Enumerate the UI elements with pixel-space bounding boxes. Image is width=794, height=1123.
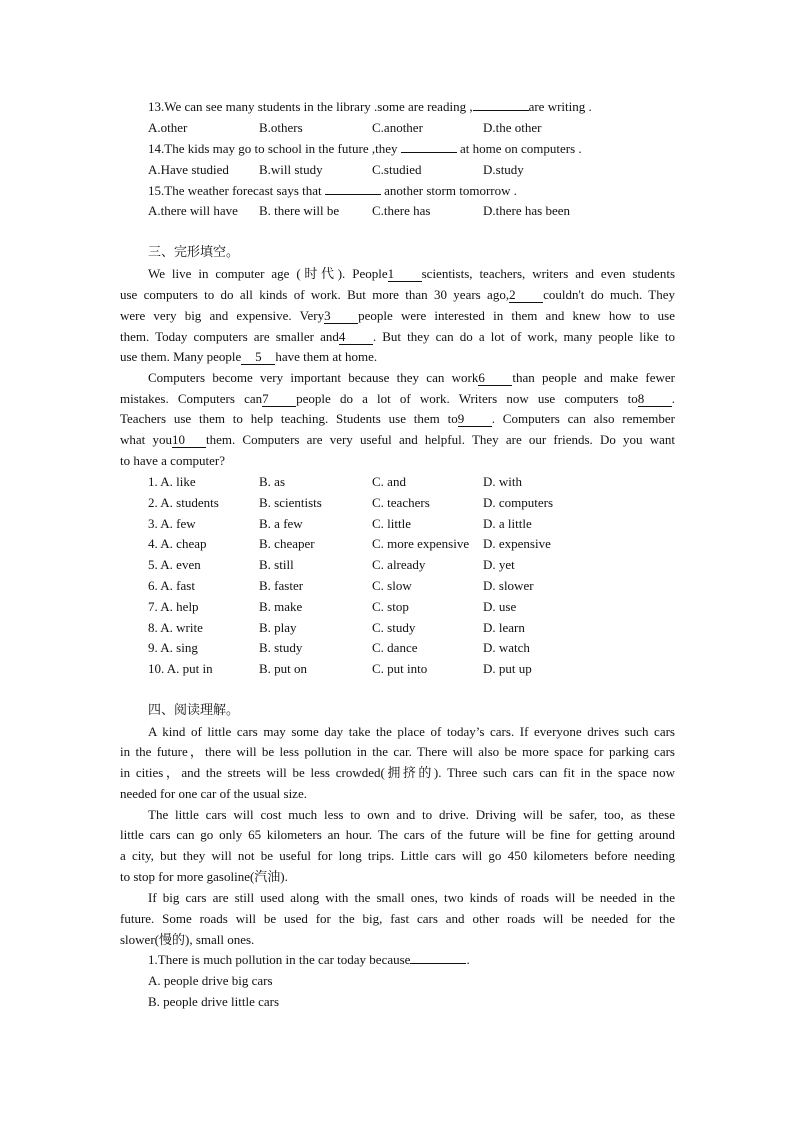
reading-line: a city, but they will not be useful for long trips. Little cars will go 450 kilometers before needing <box>120 848 675 863</box>
option-13-c: C.another <box>372 120 423 135</box>
cloze-option-9-b: B. study <box>259 640 303 656</box>
answer-blank[interactable] <box>473 98 529 111</box>
cloze-option-3-b: B. a few <box>259 515 303 531</box>
cloze-option-2-c: C. teachers <box>372 494 430 510</box>
reading-line: to stop for more gasoline(汽油). <box>120 869 288 884</box>
option-14-d: D.study <box>483 162 524 177</box>
reading-question-1-end: . <box>466 952 470 967</box>
cloze-option-5-a: 5. A. even <box>148 557 201 573</box>
cloze-option-4-c: C. more expensive <box>372 536 470 552</box>
cloze-option-2-a: 2. A. students <box>148 494 219 510</box>
cloze-option-6-d: D. slower <box>483 578 534 593</box>
cloze-option-1-a: 1. A. like <box>148 474 196 489</box>
reading-option-a: A. people drive big cars <box>148 973 273 988</box>
cloze-option-1-c: C. and <box>372 474 406 489</box>
cloze-option-6-b: B. faster <box>259 578 304 593</box>
cloze-blank-1[interactable]: 1 <box>388 267 422 282</box>
reading-line: in the future，there will be less pollution in the car. There will also be more space for parking cars <box>120 744 675 759</box>
cloze-text: than people and make fewer <box>512 370 675 385</box>
answer-blank[interactable] <box>410 951 466 964</box>
cloze-option-9-a: 9. A. sing <box>148 640 198 656</box>
question-13-stem: 13.We can see many students in the library .some are reading , <box>148 99 473 114</box>
cloze-option-6-c: C. slow <box>372 578 412 593</box>
cloze-option-8-b: B. play <box>259 619 297 635</box>
cloze-text: people were interested in them and knew how to use <box>358 308 675 323</box>
cloze-text: what you <box>120 432 172 447</box>
cloze-blank-10[interactable]: 10 <box>172 433 206 448</box>
option-15-a: A.there will have <box>148 203 238 218</box>
cloze-blank-9[interactable]: 9 <box>458 412 492 427</box>
question-15 <box>148 182 517 200</box>
cloze-option-8-d: D. learn <box>483 619 525 635</box>
reading-line: The little cars will cost much less to own and to drive. Driving will be safer, too, as these <box>148 807 675 822</box>
reading-option-b: B. people drive little cars <box>148 994 280 1009</box>
reading-question-1 <box>148 951 470 969</box>
cloze-text: . Computers can also remember <box>491 411 675 426</box>
option-15-c: C.there has <box>372 203 431 218</box>
cloze-option-1-d: D. with <box>483 474 522 489</box>
cloze-option-10-a: 10. A. put in <box>148 661 213 677</box>
cloze-option-4-a: 4. A. cheap <box>148 536 207 552</box>
cloze-text: We live in computer age (时代). People <box>148 266 388 281</box>
cloze-line <box>120 348 377 366</box>
cloze-option-8-a: 8. A. write <box>148 619 203 635</box>
cloze-text: people do a lot of work. Writers now use computers to <box>296 391 638 406</box>
question-13-stem-end: are writing . <box>528 99 592 114</box>
cloze-text: them. Today computers are smaller and <box>120 329 339 344</box>
cloze-option-7-b: B. make <box>259 598 303 614</box>
cloze-option-5-c: C. already <box>372 557 426 573</box>
answer-blank[interactable] <box>401 140 457 153</box>
cloze-line <box>120 390 675 408</box>
section-3-heading: 三、完形填空。 <box>148 245 240 260</box>
option-15-b: B. there will be <box>259 203 340 218</box>
cloze-text: use computers to do all kinds of work. But more than 30 years ago, <box>120 287 510 302</box>
cloze-option-10-d: D. put up <box>483 661 532 677</box>
cloze-option-2-b: B. scientists <box>259 494 322 510</box>
cloze-option-3-c: C. little <box>372 515 411 531</box>
question-15-stem-end: another storm tomorrow . <box>384 183 517 198</box>
cloze-option-10-b: B. put on <box>259 661 308 677</box>
cloze-option-10-c: C. put into <box>372 661 428 677</box>
cloze-line <box>120 431 675 449</box>
cloze-blank-8[interactable]: 8 <box>638 392 672 407</box>
cloze-option-5-d: D. yet <box>483 557 515 573</box>
cloze-blank-7[interactable]: 7 <box>262 392 296 407</box>
cloze-option-9-d: D. watch <box>483 640 530 656</box>
option-15-d: D.there has been <box>483 203 570 218</box>
cloze-option-5-b: B. still <box>259 557 294 573</box>
option-14-b: B.will study <box>259 162 323 177</box>
cloze-option-1-b: B. as <box>259 474 285 489</box>
cloze-line <box>120 410 675 428</box>
option-13-d: D.the other <box>483 120 542 135</box>
reading-line: needed for one car of the usual size. <box>120 786 307 801</box>
cloze-text: scientists, teachers, writers and even students <box>421 266 676 281</box>
cloze-option-6-a: 6. A. fast <box>148 578 195 593</box>
option-13-a: A.other <box>148 120 188 135</box>
option-14-a: A.Have studied <box>148 162 229 177</box>
cloze-blank-4[interactable]: 4 <box>339 330 373 345</box>
option-14-c: C.studied <box>372 162 422 177</box>
cloze-line <box>148 265 675 283</box>
cloze-text: couldn't do much. They <box>543 287 675 302</box>
cloze-option-3-a: 3. A. few <box>148 515 196 531</box>
cloze-blank-2[interactable]: 2 <box>509 288 543 303</box>
reading-line: in cities，and the streets will be less crowded(拥挤的). Three such cars can fit in the space now <box>120 765 675 780</box>
question-14 <box>148 140 582 158</box>
cloze-option-8-c: C. study <box>372 619 416 635</box>
question-15-stem: 15.The weather forecast says that <box>148 183 322 198</box>
cloze-option-3-d: D. a little <box>483 515 532 531</box>
cloze-line <box>148 369 675 387</box>
cloze-option-9-c: C. dance <box>372 640 418 656</box>
cloze-text: . <box>671 391 675 406</box>
cloze-text: mistakes. Computers can <box>120 391 263 406</box>
question-14-stem-end: at home on computers . <box>459 141 582 156</box>
cloze-text: have them at home. <box>275 349 378 364</box>
cloze-line <box>120 286 675 304</box>
reading-line: If big cars are still used along with the small ones, two kinds of roads will be needed in the <box>148 890 675 905</box>
reading-line: little cars can go only 65 kilometers an hour. The cars of the future will be fine for getting around <box>120 827 675 842</box>
cloze-option-7-c: C. stop <box>372 598 409 614</box>
cloze-option-4-b: B. cheaper <box>259 536 315 552</box>
question-13 <box>148 98 592 116</box>
cloze-option-4-d: D. expensive <box>483 536 551 552</box>
reading-question-1-stem: 1.There is much pollution in the car today because <box>148 952 411 967</box>
cloze-text: Computers become very important because they can work <box>148 370 479 385</box>
cloze-text: . But they can do a lot of work, many people like to <box>372 329 675 344</box>
question-14-stem: 14.The kids may go to school in the future ,they <box>148 141 398 156</box>
option-13-b: B.others <box>259 120 303 135</box>
reading-line: slower(慢的), small ones. <box>120 932 255 947</box>
answer-blank[interactable] <box>325 182 381 195</box>
reading-line: future. Some roads will be used for the big, fast cars and other roads will be needed for the <box>120 911 675 926</box>
cloze-text: were very big and expensive. Very <box>120 308 325 323</box>
cloze-blank-3[interactable]: 3 <box>324 309 358 324</box>
cloze-text: Teachers use them to help teaching. Students use them to <box>120 411 458 426</box>
reading-line: A kind of little cars may some day take the place of today’s cars. If everyone drives such cars <box>148 724 675 739</box>
cloze-option-7-d: D. use <box>483 598 517 614</box>
section-4-heading: 四、阅读理解。 <box>148 703 240 718</box>
cloze-line: to have a computer? <box>120 453 226 468</box>
cloze-line <box>120 328 675 346</box>
cloze-text: them. Computers are very useful and helpful. They are our friends. Do you want <box>205 432 675 447</box>
cloze-blank-6[interactable]: 6 <box>478 371 512 386</box>
cloze-option-7-a: 7. A. help <box>148 598 199 614</box>
cloze-line <box>120 307 675 325</box>
cloze-option-2-d: D. computers <box>483 494 554 510</box>
cloze-blank-5[interactable]: 5 <box>241 350 275 365</box>
cloze-text: use them. Many people <box>120 349 242 364</box>
